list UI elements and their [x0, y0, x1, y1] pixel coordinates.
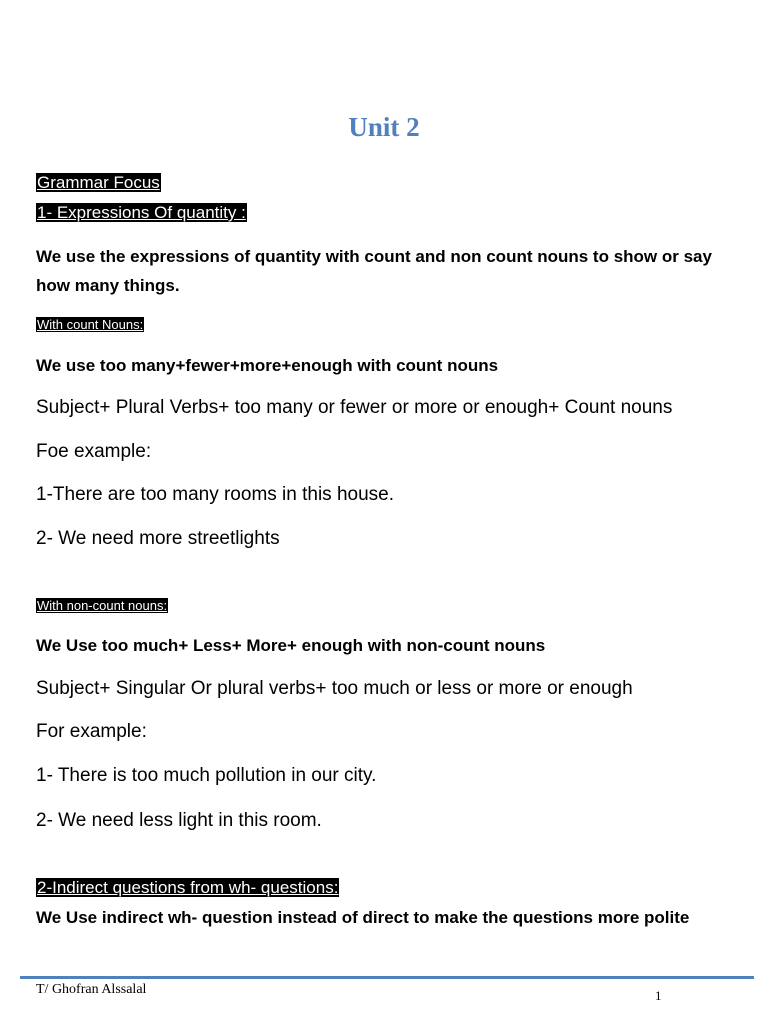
- intro-paragraph: We use the expressions of quantity with count and non count nouns to show or say how many things.: [36, 247, 712, 295]
- noncount-nouns-label-text: With non-count nouns:: [37, 598, 168, 613]
- count-nouns-label: [36, 316, 144, 334]
- footer-author: T/ Ghofran Alssalal: [36, 982, 147, 997]
- noncount-nouns-example-label: For example:: [36, 721, 147, 742]
- section-heading: [36, 173, 161, 193]
- footer-divider: [20, 976, 754, 979]
- count-nouns-formula: Subject+ Plural Verbs+ too many or fewer or more or enough+ Count nouns: [36, 397, 673, 418]
- count-nouns-rule: We use too many+fewer+more+enough with count nouns: [36, 356, 499, 375]
- count-nouns-example-1: 1-There are too many rooms in this house.: [36, 484, 395, 505]
- count-nouns-label-text: With count Nouns:: [37, 317, 144, 332]
- noncount-nouns-example-1: 1- There is too much pollution in our city.: [36, 765, 377, 786]
- noncount-nouns-formula: Subject+ Singular Or plural verbs+ too much or less or more or enough: [36, 678, 633, 699]
- topic-1-heading: [36, 203, 247, 223]
- count-nouns-example-label: Foe example:: [36, 441, 152, 462]
- noncount-nouns-example-2: 2- We need less light in this room.: [36, 810, 322, 831]
- topic-1-heading-text: 1- Expressions Of quantity :: [37, 203, 246, 222]
- noncount-nouns-label: [36, 597, 168, 615]
- count-nouns-example-2: 2- We need more streetlights: [36, 528, 280, 549]
- page-number: 1: [655, 988, 662, 1003]
- noncount-nouns-rule: We Use too much+ Less+ More+ enough with non-count nouns: [36, 636, 546, 655]
- topic-2-paragraph: We Use indirect wh- question instead of direct to make the questions more polite: [36, 908, 690, 927]
- topic-2-heading: [36, 878, 339, 898]
- section-heading-text: Grammar Focus: [37, 173, 160, 192]
- topic-2-heading-text: 2-Indirect questions from wh- questions:: [37, 878, 339, 897]
- page-title: Unit 2: [348, 112, 420, 142]
